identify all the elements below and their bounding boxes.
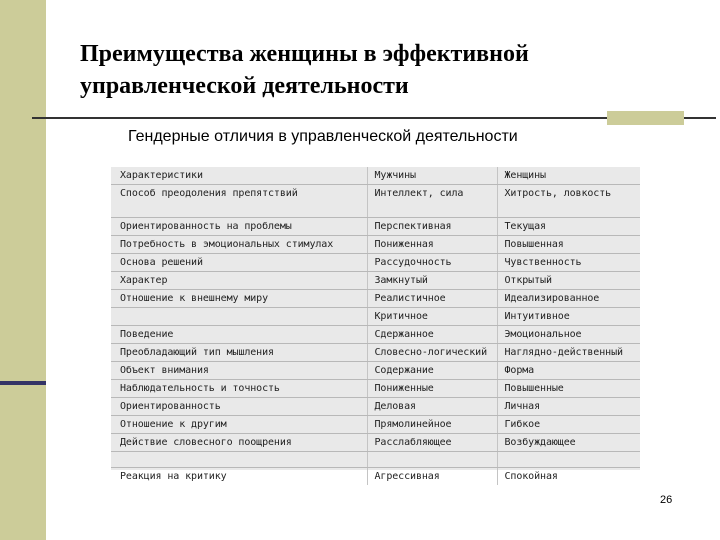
row-men-value: Расслабляющее [367, 434, 497, 452]
row-characteristic: Действие словесного поощрения [111, 434, 367, 452]
spacer-cell [367, 452, 497, 468]
row-women-value: Наглядно-действенный [497, 344, 640, 362]
row-men-value: Реалистичное [367, 290, 497, 308]
table-row [111, 434, 640, 452]
table-row [111, 326, 640, 344]
row-men-value: Агрессивная [367, 468, 497, 486]
title-divider-accent [607, 111, 684, 125]
table-spacer-row [111, 452, 640, 468]
row-men-value: Критичное [367, 308, 497, 326]
row-women-value: Интуитивное [497, 308, 640, 326]
row-characteristic: Наблюдательность и точность [111, 380, 367, 398]
row-men-value: Содержание [367, 362, 497, 380]
spacer-cell [497, 452, 640, 468]
row-characteristic: Преобладающий тип мышления [111, 344, 367, 362]
row-characteristic [111, 308, 367, 326]
table-caption: Гендерные отличия в управленческой деятельности [128, 128, 518, 145]
row-women-value: Возбуждающее [497, 434, 640, 452]
row-women-value: Хитрость, ловкость [497, 185, 640, 218]
left-decor-bar [0, 0, 46, 540]
row-women-value: Идеализированное [497, 290, 640, 308]
header-men: Мужчины [367, 167, 497, 185]
row-men-value: Пониженные [367, 380, 497, 398]
row-men-value: Сдержанное [367, 326, 497, 344]
row-men-value: Прямолинейное [367, 416, 497, 434]
row-women-value: Форма [497, 362, 640, 380]
table-row [111, 308, 640, 326]
row-men-value: Интеллект, сила [367, 185, 497, 218]
row-characteristic: Поведение [111, 326, 367, 344]
row-men-value: Деловая [367, 398, 497, 416]
table-row [111, 272, 640, 290]
table-row [111, 398, 640, 416]
table-row [111, 290, 640, 308]
row-characteristic: Потребность в эмоциональных стимулах [111, 236, 367, 254]
table-row [111, 362, 640, 380]
row-women-value: Чувственность [497, 254, 640, 272]
row-men-value: Замкнутый [367, 272, 497, 290]
table-row [111, 254, 640, 272]
row-characteristic: Реакция на критику [120, 471, 227, 482]
slide-title: Преимущества женщины в эффективной управленческой деятельности [80, 41, 529, 99]
row-women-value: Личная [497, 398, 640, 416]
row-characteristic: Способ преодоления препятствий [111, 185, 367, 218]
table-row [111, 218, 640, 236]
left-decor-accent [0, 381, 46, 385]
row-characteristic: Отношение к внешнему миру [111, 290, 367, 308]
table-row [111, 185, 640, 218]
row-women-value: Текущая [497, 218, 640, 236]
row-men-value: Пониженная [367, 236, 497, 254]
row-men-value: Перспективная [367, 218, 497, 236]
gender-differences-table [111, 167, 640, 482]
table-header-row [111, 167, 640, 185]
page-number: 26 [660, 494, 673, 506]
row-characteristic: Характер [111, 272, 367, 290]
row-characteristic: Отношение к другим [111, 416, 367, 434]
table-row [111, 468, 640, 486]
row-women-value: Гибкое [497, 416, 640, 434]
header-characteristics: Характеристики [111, 167, 367, 185]
row-women-value: Открытый [497, 272, 640, 290]
table-row [111, 344, 640, 362]
row-characteristic: Ориентированность [111, 398, 367, 416]
header-women: Женщины [497, 167, 640, 185]
row-women-value: Спокойная [497, 468, 640, 486]
row-women-value: Повышенные [497, 380, 640, 398]
row-characteristic: Объект внимания [111, 362, 367, 380]
row-characteristic: Ориентированность на проблемы [111, 218, 367, 236]
row-men-value: Рассудочность [367, 254, 497, 272]
table-row [111, 416, 640, 434]
table-row [111, 380, 640, 398]
row-women-value: Эмоциональное [497, 326, 640, 344]
row-men-value: Словесно-логический [367, 344, 497, 362]
spacer-cell [111, 452, 367, 468]
row-women-value: Повышенная [497, 236, 640, 254]
row-characteristic: Основа решений [111, 254, 367, 272]
table-row [111, 236, 640, 254]
